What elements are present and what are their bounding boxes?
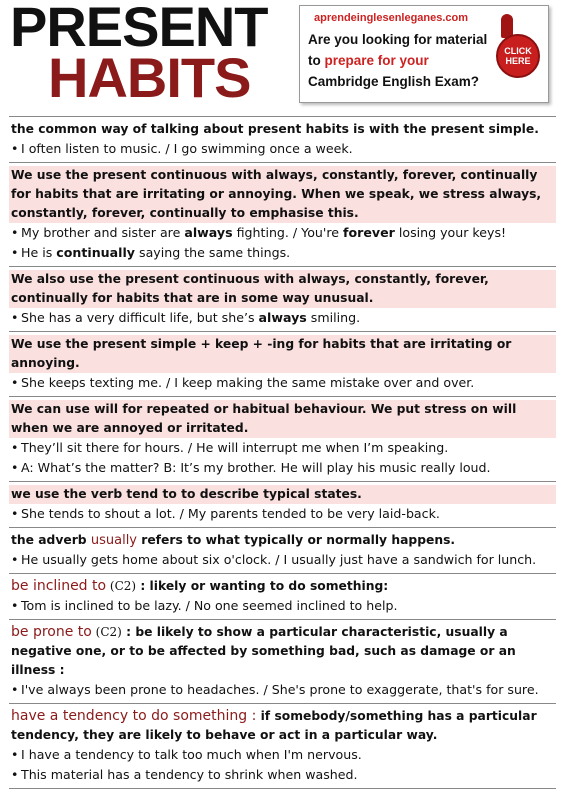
- example: [9, 243, 556, 263]
- example: [9, 438, 556, 458]
- example-text: My brother and sister are: [21, 225, 185, 240]
- example-emphasis: always: [258, 310, 307, 325]
- example-text: losing your keys!: [394, 225, 507, 240]
- example: [9, 745, 556, 765]
- page-title: [10, 0, 295, 109]
- rule-text: We can use will for repeated or habitual behaviour. We put stress on will when we are annoyed or irritated.: [9, 400, 556, 438]
- example: [9, 373, 556, 393]
- example-emphasis: always: [184, 225, 233, 240]
- rule-text: [9, 577, 556, 596]
- example-text: I often listen to music. / I go swimming once a week.: [21, 141, 353, 156]
- content-sections: [9, 116, 556, 789]
- section-continuous-irritating: [9, 162, 556, 266]
- rule-text: We use the present continuous with always, constantly, forever, continually for habits that are irritating or annoying. When we speak, we stress always, constantly, forever, continually to emphasise this.: [9, 166, 556, 223]
- example-emphasis: continually: [56, 245, 135, 260]
- example-text: This material has a tendency to shrink when washed.: [21, 767, 358, 782]
- section-continuous-unusual: [9, 266, 556, 331]
- rule-text: We use the present simple + keep + -ing for habits that are irritating or annoying.: [9, 335, 556, 373]
- section-usually: [9, 527, 556, 573]
- rule-definition: if somebody/something has a particular tendency, they are likely to behave or act in a particular way.: [11, 709, 537, 742]
- bullet: •: [11, 506, 19, 521]
- title-line-2: HABITS: [48, 46, 251, 109]
- bullet: •: [11, 552, 19, 567]
- example-text: I've always been prone to headaches. / She's prone to exaggerate, that's for sure.: [21, 682, 539, 697]
- rule-text: the common way of talking about present habits is with the present simple.: [11, 122, 539, 136]
- example-text: A: What’s the matter? B: It’s my brother. He will play his music really loud.: [21, 460, 491, 475]
- promo-line-2-red: prepare for your: [324, 53, 429, 68]
- bullet: •: [11, 598, 19, 613]
- example-text: She tends to shout a lot. / My parents tended to be very laid-back.: [21, 506, 440, 521]
- rule-text: [9, 531, 556, 550]
- example-text: fighting. / You're: [232, 225, 343, 240]
- rule-keyword: be inclined to: [11, 578, 107, 594]
- example: [9, 765, 556, 785]
- bullet: •: [11, 375, 19, 390]
- rule-text: we use the verb tend to to describe typical states.: [9, 485, 556, 504]
- rule-part: the adverb: [11, 533, 91, 547]
- example-text: saying the same things.: [135, 245, 291, 260]
- example-text: smiling.: [306, 310, 361, 325]
- example-text: Tom is inclined to be lazy. / No one seemed inclined to help.: [21, 598, 398, 613]
- example-text: She keeps texting me. / I keep making the same mistake over and over.: [21, 375, 475, 390]
- bullet: •: [11, 245, 19, 260]
- promo-line-2: [308, 53, 429, 68]
- bullet: •: [11, 747, 19, 762]
- example-emphasis: forever: [343, 225, 395, 240]
- bullet: •: [11, 141, 19, 156]
- bullet: •: [11, 225, 19, 240]
- promo-line-3: Cambridge English Exam?: [308, 74, 480, 89]
- promo-banner[interactable]: [299, 5, 549, 103]
- rule-keyword: usually: [90, 533, 137, 548]
- rule-text: [9, 707, 556, 745]
- example-text: She has a very difficult life, but she’s: [21, 310, 259, 325]
- example: [9, 308, 556, 328]
- example-text: He is: [21, 245, 57, 260]
- bullet: •: [11, 310, 19, 325]
- section-tendency: [9, 703, 556, 789]
- section-tend-to: [9, 481, 556, 527]
- rule-keyword: have a tendency to do something :: [11, 708, 257, 724]
- section-prone-to: [9, 619, 556, 703]
- example-text: I have a tendency to talk too much when I'm nervous.: [21, 747, 362, 762]
- bullet: •: [11, 767, 19, 782]
- promo-site[interactable]: aprendeinglesenleganes.com: [314, 12, 469, 24]
- rule-part: refers to what typically or normally happens.: [137, 533, 456, 547]
- example: [9, 223, 556, 243]
- bullet: •: [11, 682, 19, 697]
- rule-definition: : likely or wanting to do something:: [136, 579, 389, 593]
- example-text: He usually gets home about six o'clock. / I usually just have a sandwich for lunch.: [21, 552, 537, 567]
- section-present-simple: [9, 116, 556, 162]
- promo-line-2-pre: to: [308, 53, 325, 68]
- level-tag: (C2): [106, 579, 137, 593]
- section-will: [9, 396, 556, 481]
- example-text: They’ll sit there for hours. / He will interrupt me when I’m speaking.: [21, 440, 449, 455]
- example: [9, 504, 556, 524]
- example: [9, 139, 556, 159]
- rule-text: We also use the present continuous with always, constantly, forever, continually for habits that are in some way unusual.: [9, 270, 556, 308]
- title-line-1: PRESENT: [10, 0, 268, 58]
- click-here-button[interactable]: CLICK HERE: [496, 34, 540, 78]
- bullet: •: [11, 440, 19, 455]
- example: [9, 458, 556, 478]
- rule-definition: : be likely to show a particular characteristic, usually a negative one, or to be affected by something bad, such as damage or an illness :: [11, 625, 516, 677]
- example: [9, 680, 556, 700]
- promo-line-1: Are you looking for material: [308, 32, 488, 47]
- section-keep-ing: [9, 331, 556, 396]
- level-tag: (C2): [91, 625, 122, 639]
- rule-text: [9, 623, 556, 680]
- bullet: •: [11, 460, 19, 475]
- example: [9, 550, 556, 570]
- example: [9, 596, 556, 616]
- rule-keyword: be prone to: [11, 624, 92, 640]
- section-inclined-to: [9, 573, 556, 619]
